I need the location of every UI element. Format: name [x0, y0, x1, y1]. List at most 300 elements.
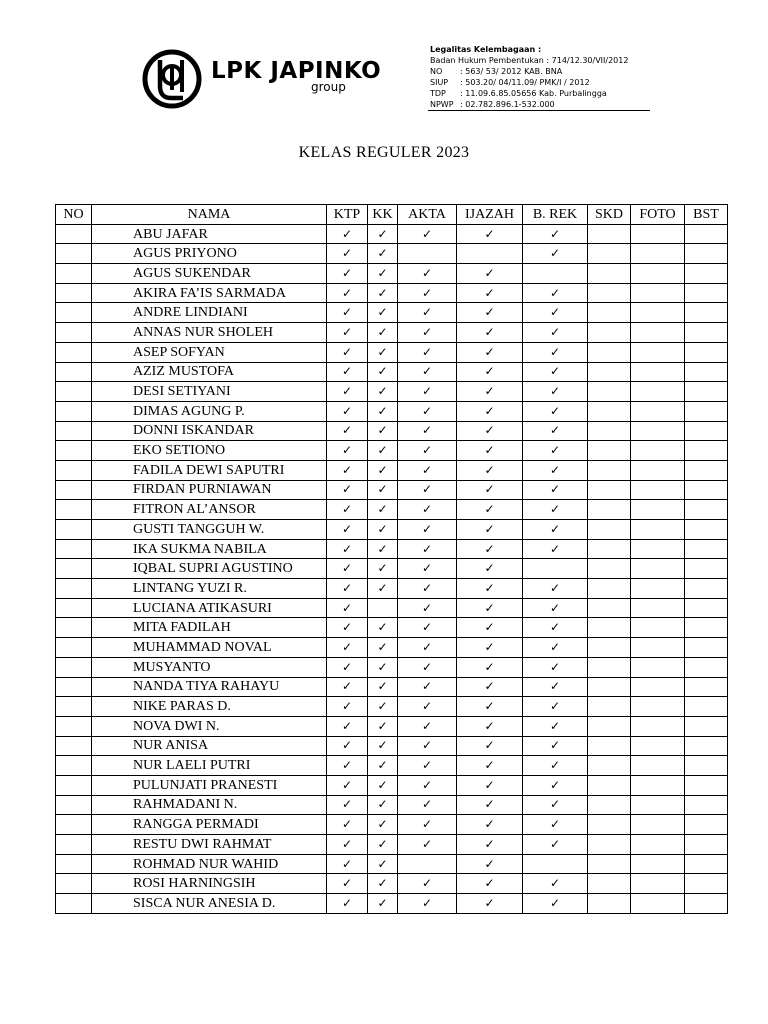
- student-name: FADILA DEWI SAPUTRI: [92, 460, 327, 480]
- check-cell: [631, 362, 685, 382]
- row-number: [56, 283, 92, 303]
- row-number: [56, 815, 92, 835]
- check-mark-icon: ✓: [549, 324, 561, 339]
- row-number: [56, 382, 92, 402]
- check-cell: [588, 638, 631, 658]
- row-number: [56, 854, 92, 874]
- table-row: [56, 539, 728, 559]
- check-cell: [685, 716, 728, 736]
- check-cell: [368, 677, 398, 697]
- check-mark-icon: ✓: [341, 797, 353, 812]
- column-header: NO: [56, 205, 92, 225]
- check-cell: [398, 677, 457, 697]
- check-cell: [588, 421, 631, 441]
- check-cell: [523, 874, 588, 894]
- check-cell: [327, 697, 368, 717]
- check-cell: [368, 342, 398, 362]
- check-cell: [457, 835, 523, 855]
- check-cell: [398, 342, 457, 362]
- check-mark-icon: ✓: [484, 600, 495, 615]
- check-cell: [685, 500, 728, 520]
- row-number: [56, 244, 92, 264]
- check-mark-icon: ✓: [484, 226, 495, 241]
- check-cell: [523, 854, 588, 874]
- legal-line-value: : 563/ 53/ 2012 KAB. BNA: [460, 67, 563, 76]
- check-cell: [685, 460, 728, 480]
- check-cell: [327, 638, 368, 658]
- row-number: [56, 795, 92, 815]
- row-number: [56, 303, 92, 323]
- check-mark-icon: ✓: [484, 856, 495, 871]
- check-cell: [457, 775, 523, 795]
- check-cell: [368, 598, 398, 618]
- table-row: [56, 520, 728, 540]
- column-header: KTP: [327, 205, 368, 225]
- check-mark-icon: ✓: [377, 344, 388, 359]
- check-mark-icon: ✓: [421, 482, 433, 497]
- check-cell: [685, 480, 728, 500]
- check-mark-icon: ✓: [377, 502, 388, 517]
- check-cell: [588, 756, 631, 776]
- row-number: [56, 835, 92, 855]
- check-mark-icon: ✓: [341, 384, 353, 399]
- table-row: [56, 854, 728, 874]
- check-cell: [588, 362, 631, 382]
- check-cell: [685, 520, 728, 540]
- check-mark-icon: ✓: [549, 876, 561, 891]
- check-cell: [523, 441, 588, 461]
- check-mark-icon: ✓: [341, 462, 353, 477]
- check-cell: [631, 264, 685, 284]
- student-name: NUR LAELI PUTRI: [92, 756, 327, 776]
- check-cell: [588, 323, 631, 343]
- student-name: ANDRE LINDIANI: [92, 303, 327, 323]
- check-cell: [685, 421, 728, 441]
- student-name: ASEP SOFYAN: [92, 342, 327, 362]
- check-cell: [631, 382, 685, 402]
- check-cell: [523, 815, 588, 835]
- student-name: AZIZ MUSTOFA: [92, 362, 327, 382]
- check-cell: [523, 539, 588, 559]
- check-cell: [588, 677, 631, 697]
- check-mark-icon: ✓: [484, 679, 495, 694]
- check-mark-icon: ✓: [421, 561, 433, 576]
- table-row: [56, 401, 728, 421]
- check-cell: [457, 795, 523, 815]
- check-cell: [327, 657, 368, 677]
- student-name: MITA FADILAH: [92, 618, 327, 638]
- table-row: [56, 657, 728, 677]
- check-cell: [523, 657, 588, 677]
- check-cell: [327, 480, 368, 500]
- check-mark-icon: ✓: [549, 659, 561, 674]
- student-name: ROSI HARNINGSIH: [92, 874, 327, 894]
- check-mark-icon: ✓: [549, 443, 561, 458]
- check-cell: [368, 480, 398, 500]
- check-cell: [368, 401, 398, 421]
- check-cell: [368, 815, 398, 835]
- check-mark-icon: ✓: [484, 580, 495, 595]
- check-cell: [398, 716, 457, 736]
- row-number: [56, 736, 92, 756]
- check-mark-icon: ✓: [549, 344, 561, 359]
- check-cell: [685, 677, 728, 697]
- check-cell: [327, 520, 368, 540]
- check-mark-icon: ✓: [341, 344, 353, 359]
- student-name: NUR ANISA: [92, 736, 327, 756]
- check-cell: [588, 500, 631, 520]
- check-cell: [588, 598, 631, 618]
- check-cell: [685, 382, 728, 402]
- table-row: [56, 244, 728, 264]
- row-number: [56, 500, 92, 520]
- check-cell: [457, 559, 523, 579]
- check-mark-icon: ✓: [421, 344, 433, 359]
- check-mark-icon: ✓: [484, 797, 495, 812]
- check-cell: [523, 559, 588, 579]
- student-name: GUSTI TANGGUH W.: [92, 520, 327, 540]
- row-number: [56, 559, 92, 579]
- check-cell: [523, 598, 588, 618]
- check-cell: [523, 716, 588, 736]
- check-cell: [631, 539, 685, 559]
- check-cell: [685, 835, 728, 855]
- check-mark-icon: ✓: [377, 659, 388, 674]
- legal-line: [430, 66, 652, 77]
- check-cell: [523, 520, 588, 540]
- check-mark-icon: ✓: [341, 758, 353, 773]
- student-name: DIMAS AGUNG P.: [92, 401, 327, 421]
- check-cell: [398, 520, 457, 540]
- legal-line: [430, 77, 652, 88]
- check-cell: [327, 342, 368, 362]
- check-cell: [368, 244, 398, 264]
- check-mark-icon: ✓: [549, 758, 561, 773]
- check-cell: [588, 480, 631, 500]
- check-cell: [398, 283, 457, 303]
- check-mark-icon: ✓: [341, 443, 353, 458]
- check-cell: [398, 854, 457, 874]
- check-mark-icon: ✓: [377, 403, 388, 418]
- check-mark-icon: ✓: [484, 344, 495, 359]
- student-name: AGUS PRIYONO: [92, 244, 327, 264]
- student-name: LUCIANA ATIKASURI: [92, 598, 327, 618]
- check-mark-icon: ✓: [484, 265, 495, 280]
- legal-line-value: : 02.782.896.1-532.000: [460, 100, 555, 109]
- check-mark-icon: ✓: [549, 699, 561, 714]
- table-row: [56, 559, 728, 579]
- check-cell: [685, 874, 728, 894]
- check-cell: [588, 854, 631, 874]
- check-mark-icon: ✓: [377, 758, 388, 773]
- check-mark-icon: ✓: [377, 423, 388, 438]
- row-number: [56, 539, 92, 559]
- check-mark-icon: ✓: [484, 659, 495, 674]
- row-number: [56, 362, 92, 382]
- check-cell: [457, 854, 523, 874]
- check-cell: [398, 579, 457, 599]
- check-mark-icon: ✓: [377, 817, 388, 832]
- check-cell: [368, 716, 398, 736]
- check-cell: [523, 579, 588, 599]
- student-name: NANDA TIYA RAHAYU: [92, 677, 327, 697]
- table-row: [56, 323, 728, 343]
- check-cell: [457, 342, 523, 362]
- check-cell: [523, 264, 588, 284]
- check-mark-icon: ✓: [421, 659, 433, 674]
- check-cell: [457, 264, 523, 284]
- check-cell: [398, 421, 457, 441]
- row-number: [56, 264, 92, 284]
- row-number: [56, 697, 92, 717]
- check-mark-icon: ✓: [341, 502, 353, 517]
- table-row: [56, 500, 728, 520]
- student-name: IQBAL SUPRI AGUSTINO: [92, 559, 327, 579]
- check-cell: [588, 520, 631, 540]
- check-mark-icon: ✓: [421, 699, 433, 714]
- check-mark-icon: ✓: [341, 403, 353, 418]
- check-mark-icon: ✓: [549, 423, 561, 438]
- check-cell: [523, 303, 588, 323]
- check-cell: [368, 775, 398, 795]
- check-cell: [631, 224, 685, 244]
- check-mark-icon: ✓: [377, 443, 388, 458]
- org-name: LPK JAPINKO: [211, 58, 382, 84]
- row-number: [56, 716, 92, 736]
- check-cell: [327, 559, 368, 579]
- table-row: [56, 441, 728, 461]
- student-name: DONNI ISKANDAR: [92, 421, 327, 441]
- check-cell: [631, 657, 685, 677]
- check-cell: [327, 756, 368, 776]
- check-cell: [457, 657, 523, 677]
- check-mark-icon: ✓: [549, 364, 561, 379]
- row-number: [56, 618, 92, 638]
- table-row: [56, 382, 728, 402]
- check-cell: [631, 520, 685, 540]
- check-mark-icon: ✓: [377, 561, 388, 576]
- check-mark-icon: ✓: [421, 403, 433, 418]
- check-cell: [398, 401, 457, 421]
- student-name: DESI SETIYANI: [92, 382, 327, 402]
- check-mark-icon: ✓: [421, 364, 433, 379]
- check-mark-icon: ✓: [421, 639, 433, 654]
- check-mark-icon: ✓: [421, 679, 433, 694]
- check-cell: [685, 697, 728, 717]
- check-cell: [523, 480, 588, 500]
- check-cell: [588, 716, 631, 736]
- check-mark-icon: ✓: [341, 561, 353, 576]
- student-name: AKIRA FA’IS SARMADA: [92, 283, 327, 303]
- check-mark-icon: ✓: [484, 836, 495, 851]
- check-mark-icon: ✓: [421, 521, 433, 536]
- check-cell: [368, 421, 398, 441]
- check-mark-icon: ✓: [549, 679, 561, 694]
- check-mark-icon: ✓: [549, 246, 561, 261]
- check-mark-icon: ✓: [377, 541, 388, 556]
- check-cell: [368, 638, 398, 658]
- check-mark-icon: ✓: [484, 561, 495, 576]
- check-cell: [327, 303, 368, 323]
- check-mark-icon: ✓: [484, 305, 495, 320]
- check-cell: [685, 323, 728, 343]
- column-header: B. REK: [523, 205, 588, 225]
- legal-line-value: : 503.20/ 04/11.09/ PMK/I / 2012: [460, 78, 590, 87]
- check-mark-icon: ✓: [421, 443, 433, 458]
- check-mark-icon: ✓: [549, 580, 561, 595]
- check-cell: [631, 874, 685, 894]
- check-mark-icon: ✓: [421, 384, 433, 399]
- check-mark-icon: ✓: [549, 718, 561, 733]
- check-cell: [588, 775, 631, 795]
- table-row: [56, 775, 728, 795]
- check-cell: [523, 795, 588, 815]
- check-cell: [327, 618, 368, 638]
- check-cell: [631, 323, 685, 343]
- check-mark-icon: ✓: [549, 305, 561, 320]
- check-cell: [631, 480, 685, 500]
- table-row: [56, 756, 728, 776]
- check-mark-icon: ✓: [549, 777, 561, 792]
- check-cell: [588, 697, 631, 717]
- table-row: [56, 598, 728, 618]
- check-mark-icon: ✓: [377, 797, 388, 812]
- student-name: MUSYANTO: [92, 657, 327, 677]
- check-cell: [327, 421, 368, 441]
- check-mark-icon: ✓: [341, 364, 353, 379]
- check-mark-icon: ✓: [377, 679, 388, 694]
- legal-line-key: NO: [430, 67, 443, 76]
- check-mark-icon: ✓: [341, 659, 353, 674]
- student-name: MUHAMMAD NOVAL: [92, 638, 327, 658]
- check-cell: [368, 559, 398, 579]
- check-cell: [398, 224, 457, 244]
- check-cell: [523, 362, 588, 382]
- check-mark-icon: ✓: [341, 246, 353, 261]
- check-cell: [327, 323, 368, 343]
- row-number: [56, 677, 92, 697]
- check-cell: [631, 559, 685, 579]
- table-row: [56, 362, 728, 382]
- student-name: PULUNJATI PRANESTI: [92, 775, 327, 795]
- check-cell: [631, 441, 685, 461]
- check-mark-icon: ✓: [377, 285, 388, 300]
- check-cell: [327, 598, 368, 618]
- check-cell: [457, 894, 523, 914]
- check-cell: [398, 775, 457, 795]
- check-mark-icon: ✓: [377, 738, 388, 753]
- check-cell: [327, 736, 368, 756]
- check-cell: [327, 795, 368, 815]
- legal-line: [430, 99, 652, 110]
- check-cell: [398, 736, 457, 756]
- check-cell: [327, 815, 368, 835]
- check-mark-icon: ✓: [341, 285, 353, 300]
- check-cell: [398, 894, 457, 914]
- check-cell: [327, 835, 368, 855]
- check-mark-icon: ✓: [549, 226, 561, 241]
- table-body: [56, 224, 728, 913]
- check-cell: [398, 382, 457, 402]
- check-cell: [523, 224, 588, 244]
- column-header: BST: [685, 205, 728, 225]
- check-cell: [588, 657, 631, 677]
- check-mark-icon: ✓: [484, 285, 495, 300]
- check-cell: [588, 874, 631, 894]
- row-number: [56, 441, 92, 461]
- check-cell: [398, 835, 457, 855]
- check-mark-icon: ✓: [421, 895, 433, 910]
- check-cell: [631, 756, 685, 776]
- check-cell: [685, 401, 728, 421]
- check-mark-icon: ✓: [341, 521, 353, 536]
- check-cell: [457, 815, 523, 835]
- check-mark-icon: ✓: [421, 462, 433, 477]
- check-cell: [398, 539, 457, 559]
- student-name: RANGGA PERMADI: [92, 815, 327, 835]
- student-name: ABU JAFAR: [92, 224, 327, 244]
- check-cell: [685, 362, 728, 382]
- check-cell: [631, 460, 685, 480]
- row-number: [56, 874, 92, 894]
- check-mark-icon: ✓: [421, 265, 433, 280]
- table-row: [56, 618, 728, 638]
- check-cell: [685, 598, 728, 618]
- check-mark-icon: ✓: [341, 226, 353, 241]
- check-cell: [685, 618, 728, 638]
- check-cell: [457, 460, 523, 480]
- student-name: RESTU DWI RAHMAT: [92, 835, 327, 855]
- check-cell: [588, 559, 631, 579]
- check-mark-icon: ✓: [484, 777, 495, 792]
- check-mark-icon: ✓: [341, 580, 353, 595]
- table-row: [56, 835, 728, 855]
- check-cell: [327, 539, 368, 559]
- check-cell: [631, 401, 685, 421]
- check-mark-icon: ✓: [341, 679, 353, 694]
- check-mark-icon: ✓: [549, 895, 561, 910]
- check-cell: [631, 677, 685, 697]
- table-row: [56, 460, 728, 480]
- table-row: [56, 874, 728, 894]
- check-cell: [523, 756, 588, 776]
- check-mark-icon: ✓: [549, 797, 561, 812]
- checklist-table: [55, 204, 728, 914]
- legal-block: [430, 44, 652, 110]
- table-row: [56, 283, 728, 303]
- check-mark-icon: ✓: [421, 620, 433, 635]
- check-cell: [368, 697, 398, 717]
- check-cell: [398, 598, 457, 618]
- check-mark-icon: ✓: [549, 482, 561, 497]
- check-cell: [631, 244, 685, 264]
- check-cell: [523, 697, 588, 717]
- row-number: [56, 520, 92, 540]
- check-cell: [398, 480, 457, 500]
- check-cell: [523, 244, 588, 264]
- check-mark-icon: ✓: [484, 384, 495, 399]
- column-header: SKD: [588, 205, 631, 225]
- check-cell: [588, 894, 631, 914]
- check-mark-icon: ✓: [484, 423, 495, 438]
- check-cell: [327, 500, 368, 520]
- check-cell: [327, 264, 368, 284]
- check-cell: [631, 598, 685, 618]
- check-cell: [685, 579, 728, 599]
- check-cell: [327, 874, 368, 894]
- column-header: FOTO: [631, 205, 685, 225]
- check-mark-icon: ✓: [484, 699, 495, 714]
